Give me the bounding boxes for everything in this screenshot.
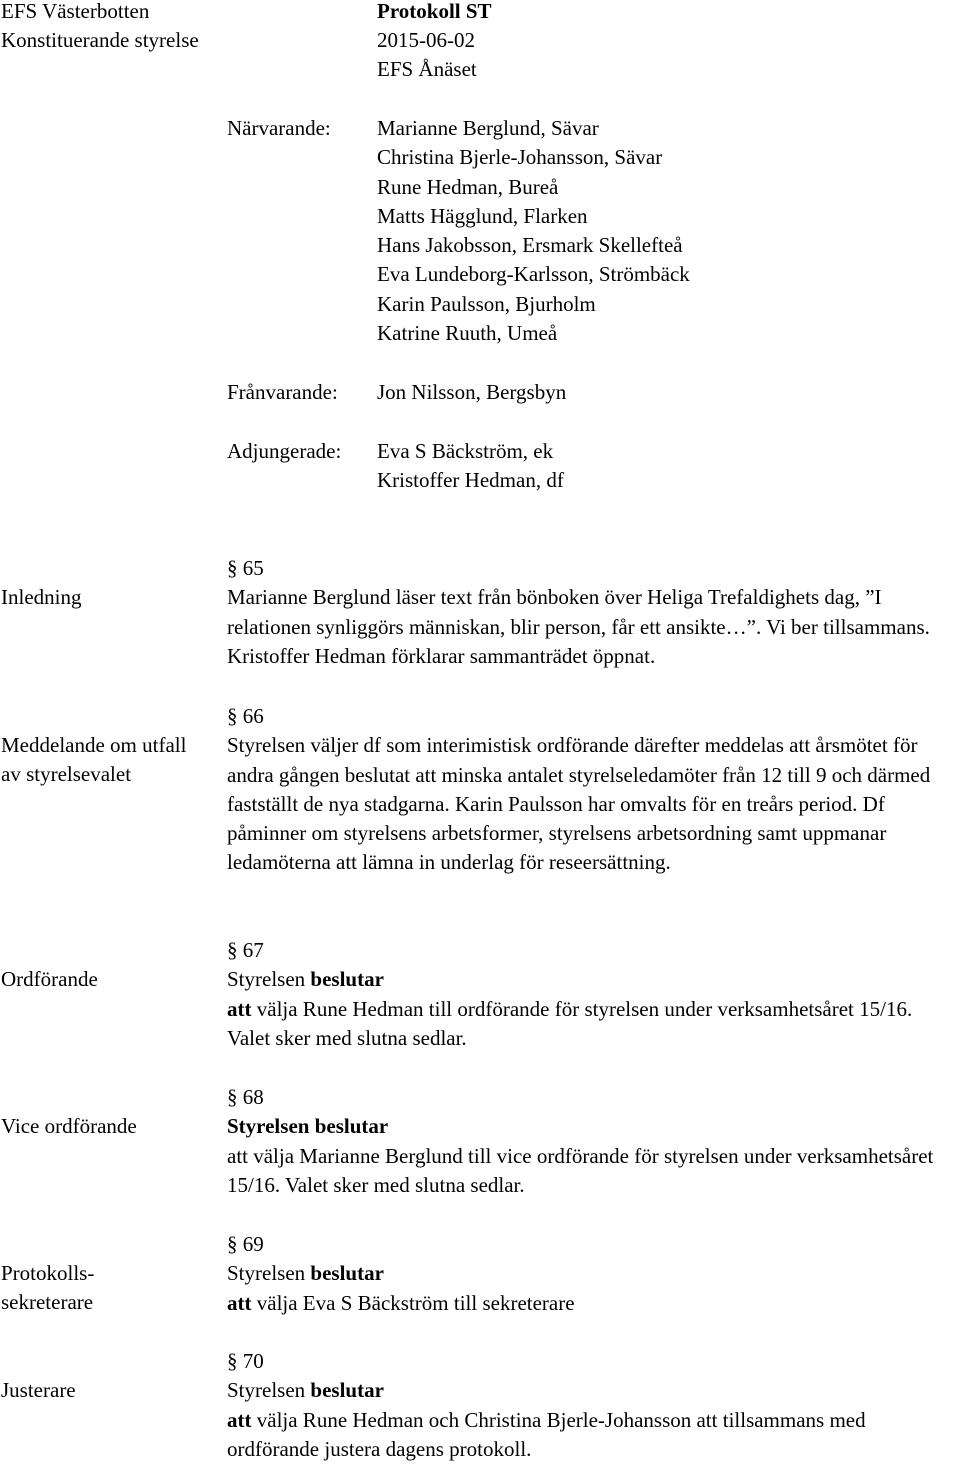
organization-name: EFS Västerbotten bbox=[1, 0, 150, 23]
section-67 bbox=[227, 936, 957, 1053]
present-member: Matts Hägglund, Flarken bbox=[377, 203, 588, 228]
section-body bbox=[227, 995, 957, 1054]
section-69 bbox=[227, 1230, 957, 1318]
present-member: Rune Hedman, Bureå bbox=[377, 174, 559, 199]
decision-prefix: Styrelsen bbox=[227, 967, 306, 992]
present-member: Marianne Berglund, Sävar bbox=[377, 116, 599, 140]
section-number: § 65 bbox=[227, 556, 264, 580]
section-side-label bbox=[1, 1259, 201, 1318]
adjunct-member: Eva S Bäckström, ek bbox=[377, 439, 554, 463]
section-66 bbox=[227, 702, 957, 878]
section-70 bbox=[227, 1347, 957, 1464]
present-label: Närvarande: bbox=[227, 116, 331, 140]
decision-line: Styrelsen beslutar bbox=[227, 1114, 389, 1139]
present-list bbox=[377, 114, 690, 348]
present-member: Katrine Ruuth, Umeå bbox=[377, 321, 558, 346]
section-body: att välja Marianne Berglund till vice ordförande för styrelsen under verksamhetsåret 15/16. Valet sker med slutna sedlar. bbox=[227, 1143, 934, 1197]
absent-member: Jon Nilsson, Bergsbyn bbox=[377, 380, 567, 404]
side-label-line: sekreterare bbox=[1, 1290, 94, 1315]
att-word: att bbox=[227, 996, 252, 1021]
decision-prefix: Styrelsen bbox=[227, 1261, 306, 1286]
adjunct-member: Kristoffer Hedman, df bbox=[377, 468, 564, 493]
section-number: § 69 bbox=[227, 1232, 264, 1256]
section-body bbox=[227, 1406, 957, 1465]
decision-line bbox=[227, 1376, 957, 1405]
att-word: att bbox=[227, 1290, 252, 1315]
section-number: § 66 bbox=[227, 704, 264, 728]
present-member: Christina Bjerle-Johansson, Sävar bbox=[377, 145, 663, 170]
document-type: Protokoll ST bbox=[377, 0, 492, 23]
section-number: § 67 bbox=[227, 938, 264, 962]
meeting-place: EFS Ånäset bbox=[377, 57, 477, 81]
section-65 bbox=[227, 554, 957, 671]
section-68 bbox=[227, 1083, 957, 1200]
att-word: att bbox=[227, 1407, 252, 1432]
meeting-name: Konstituerande styrelse bbox=[1, 28, 199, 52]
adjunct-list bbox=[377, 437, 564, 496]
absent-label: Frånvarande: bbox=[227, 380, 338, 404]
section-side-label: Ordförande bbox=[1, 967, 98, 991]
section-side-label: Vice ordförande bbox=[1, 1114, 137, 1138]
adjunct-label: Adjungerade: bbox=[227, 439, 342, 463]
present-member: Eva Lundeborg-Karlsson, Strömbäck bbox=[377, 262, 690, 287]
section-side-label: Meddelande om utfall av styrelsevalet bbox=[1, 733, 187, 787]
decision-prefix: Styrelsen bbox=[227, 1378, 306, 1403]
section-number: § 70 bbox=[227, 1349, 264, 1373]
decision-text: välja Eva S Bäckström till sekreterare bbox=[256, 1290, 575, 1315]
section-side-label: Justerare bbox=[1, 1378, 76, 1402]
meeting-date: 2015-06-02 bbox=[377, 28, 475, 52]
section-body bbox=[227, 1289, 957, 1318]
present-member: Karin Paulsson, Bjurholm bbox=[377, 291, 596, 316]
section-body: Styrelsen väljer df som interimistisk ordförande därefter meddelas att årsmötet för andra gången beslutat att minska antalet styrelseledamöter från 12 till 9 och därmed fastställt de nya stadgarna. Karin Paulsson har omvalts för en treårs period. Df påminner om styrelsens arbetsformer, styrelsens arbetsordning samt uppmanar ledamöterna att lämna in underlag för reseersättning. bbox=[227, 733, 931, 875]
decision-word: beslutar bbox=[310, 1378, 384, 1403]
section-body: Marianne Berglund läser text från bönboken över Heliga Trefaldighets dag, ”I relationen synliggörs människan, blir person, får ett ansikte…”. Vi ber tillsammans. Kristoffer Hedman förklarar sammanträdet öppnat. bbox=[227, 585, 930, 668]
decision-text: välja Rune Hedman till ordförande för styrelsen under verksamhetsåret 15/16. Valet sker med slutna sedlar. bbox=[227, 996, 913, 1050]
decision-line bbox=[227, 965, 957, 994]
side-label-line: Protokolls- bbox=[1, 1261, 95, 1285]
decision-line bbox=[227, 1259, 957, 1288]
decision-word: beslutar bbox=[310, 1261, 384, 1286]
decision-word: beslutar bbox=[310, 967, 384, 992]
section-side-label: Inledning bbox=[1, 585, 82, 609]
section-number: § 68 bbox=[227, 1085, 264, 1109]
present-member: Hans Jakobsson, Ersmark Skellefteå bbox=[377, 233, 683, 258]
decision-text: välja Rune Hedman och Christina Bjerle-Johansson att tillsammans med ordförande justera dagens protokoll. bbox=[227, 1407, 866, 1461]
